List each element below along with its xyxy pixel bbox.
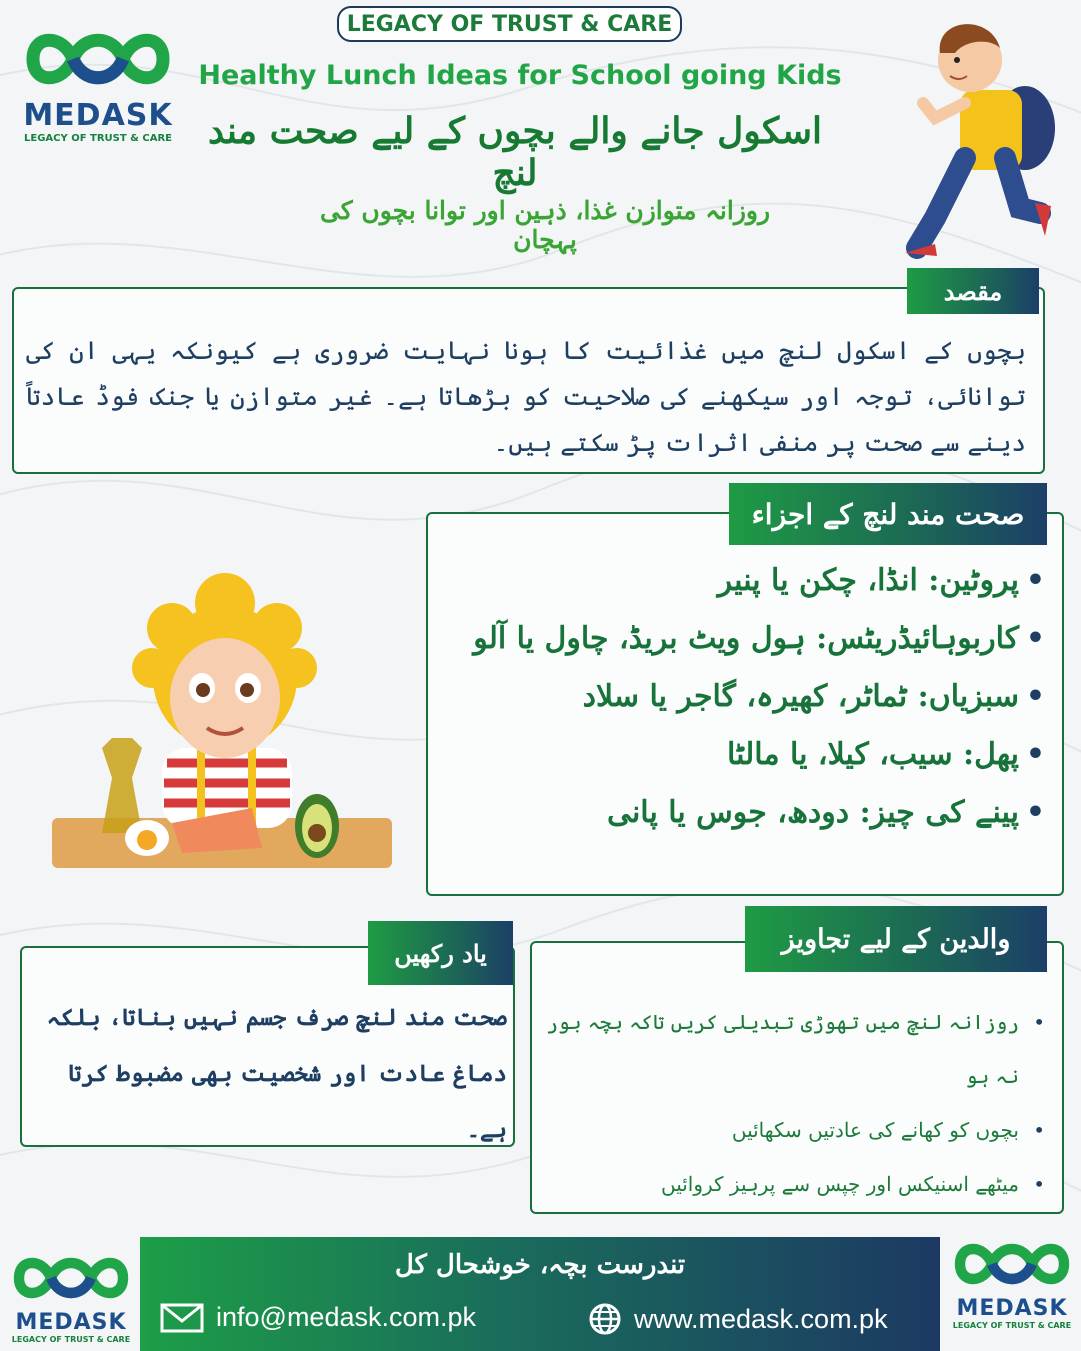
infinity-logo-icon — [10, 1250, 132, 1306]
brand-logo-footer-right — [945, 1236, 1079, 1330]
list-item: • سبزیاں: ٹماٹر، کھیرہ، گاجر یا سلاد — [440, 668, 1045, 726]
components-heading: صحت مند لنچ کے اجزاء — [729, 483, 1047, 545]
remember-heading: یاد رکھیں — [368, 921, 513, 985]
boy-with-healthy-food-illustration — [52, 548, 397, 878]
brand-logo-footer-left — [4, 1250, 138, 1344]
page-title-english: Healthy Lunch Ideas for School going Kids — [198, 60, 842, 91]
mail-icon — [160, 1303, 204, 1333]
brand-tagline: LEGACY OF TRUST & CARE — [952, 1321, 1072, 1330]
brand-tagline: LEGACY OF TRUST & CARE — [24, 133, 172, 144]
brand-tagline: LEGACY OF TRUST & CARE — [11, 1335, 131, 1344]
brand-name: MEDASK — [23, 98, 173, 133]
list-item: • روزانہ لنچ میں تھوڑی تبدیلی کریں تاکہ بچہ بور نہ ہو — [535, 995, 1045, 1103]
brand-name: MEDASK — [956, 1296, 1068, 1321]
brand-name: MEDASK — [15, 1310, 127, 1335]
components-list — [440, 552, 1045, 842]
page-title-urdu: اسکول جانے والے بچوں کے لیے صحت مند لنچ — [208, 110, 822, 194]
list-item: • پھل: سیب، کیلا، یا مالٹا — [440, 726, 1045, 784]
list-item: • بچوں کو کھانے کی عادتیں سکھائیں — [535, 1103, 1045, 1157]
list-item: • پینے کی چیز: دودھ، جوس یا پانی — [440, 784, 1045, 842]
list-item: • میٹھے اسنیکس اور چپس سے پرہیز کروائیں — [535, 1157, 1045, 1211]
purpose-text: بچوں کے اسکول لنچ میں غذائیت کا ہونا نہایت ضروری ہے کیونکہ یہی ان کی توانائی، توجہ اور سیکھنے کی صلاحیت کو بڑھاتا ہے۔ غیر متوازن یا جنک فوڈ عادتاً دینے سے صحت پر منفی اثرات پڑ سکتے ہیں۔ — [26, 336, 1026, 457]
header-pill: LEGACY OF TRUST & CARE — [337, 6, 682, 42]
remember-text: صحت مند لنچ صرف جسم نہیں بناتا، بلکہ دماغ عادت اور شخصیت بھی مضبوط کرتا ہے۔ — [46, 1004, 507, 1143]
globe-icon — [588, 1302, 622, 1336]
footer-website[interactable] — [588, 1302, 888, 1336]
parent-tips-list — [535, 995, 1045, 1211]
purpose-heading: مقصد — [907, 268, 1039, 314]
page-subtitle-urdu: روزانہ متوازن غذا، ذہین اور توانا بچوں کی پہچان — [319, 196, 771, 254]
running-boy-illustration — [895, 8, 1065, 260]
email-text: info@medask.com.pk — [216, 1302, 477, 1332]
website-text: www.medask.com.pk — [634, 1303, 888, 1334]
footer-slogan: تندرست بچہ، خوشحال کل — [394, 1250, 686, 1280]
list-item: • پروٹین: انڈا، چکن یا پنیر — [440, 552, 1045, 610]
list-item: • کاربوہائیڈریٹس: ہول ویٹ بریڈ، چاول یا آلو — [440, 610, 1045, 668]
footer-email[interactable] — [160, 1302, 476, 1333]
parent-tips-heading: والدین کے لیے تجاویز — [745, 906, 1047, 972]
infinity-logo-icon — [951, 1236, 1073, 1292]
